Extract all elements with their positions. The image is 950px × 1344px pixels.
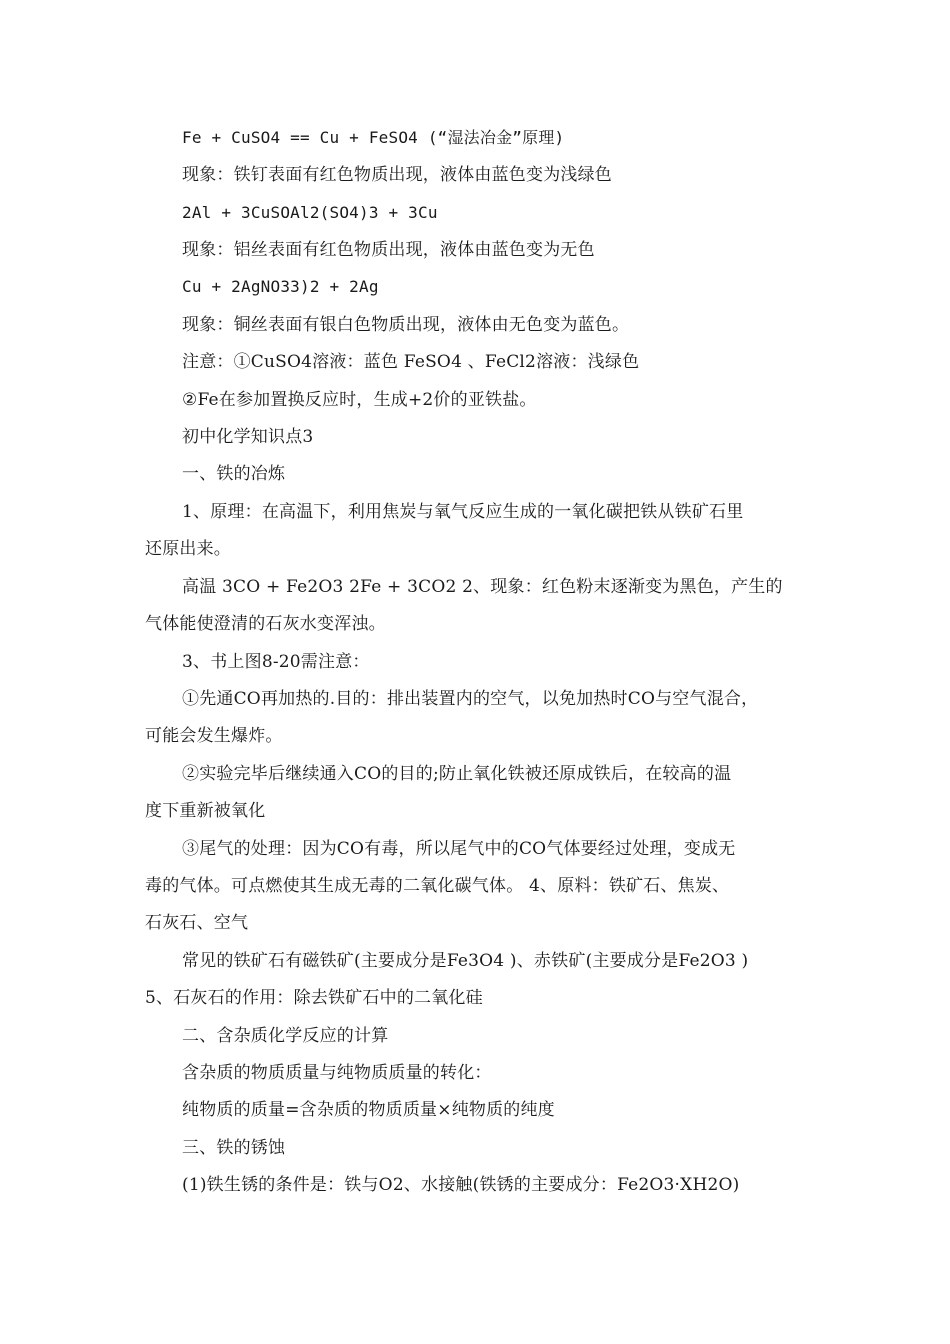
item-figure-note: 3、书上图8-20需注意： [182,652,370,672]
item-continue-co-line-2: 度下重新被氧化 [145,801,266,821]
item-raw-materials-line: 石灰石、空气 [145,913,249,933]
item-tail-gas-line-1: ③尾气的处理：因为CO有毒，所以尾气中的CO气体要经过处理，变成无 [182,839,736,859]
equation-line-aluminium: 2Al + 3CuSOAl2(SO4)3 + 3Cu [182,203,438,222]
equation-line-copper-silver-nitrate: Cu + 2AgNO33)2 + 2Ag [182,277,379,296]
item-co-first-line-1: ①先通CO再加热的.目的：排出装置内的空气，以免加热时CO与空气混合， [182,689,759,709]
item-co-first-line-2: 可能会发生爆炸。 [145,726,283,746]
note-line-solution-colors: 注意：①CuSO4溶液：蓝色 FeSO4 、FeCl2溶液：浅绿色 [182,352,640,372]
phenomenon-line-copper-wire: 现象：铜丝表面有银白色物质出现，液体由无色变为蓝色。 [182,315,630,335]
item-continue-co-line-1: ②实验完毕后继续通入CO的目的;防止氧化铁被还原成铁后，在较高的温 [182,764,732,784]
item-rust-conditions: (1)铁生锈的条件是：铁与O2、水接触(铁锈的主要成分：Fe2O3·XH2O) [182,1175,740,1195]
heading-impurity-calculation: 二、含杂质化学反应的计算 [182,1026,389,1046]
formula-pure-mass: 纯物质的质量=含杂质的物质质量×纯物质的纯度 [182,1100,555,1120]
phenomenon-line-iron-nail: 现象：铁钉表面有红色物质出现，液体由蓝色变为浅绿色 [182,165,612,185]
paragraph-principle-line-1: 1、原理：在高温下，利用焦炭与氧气反应生成的一氧化碳把铁从铁矿石里 [182,502,744,522]
section-heading-knowledge-point-3: 初中化学知识点3 [182,427,314,447]
item-tail-gas-line-2: 毒的气体。可点燃使其生成无毒的二氧化碳气体。 4、原料：铁矿石、焦炭、 [145,876,730,896]
item-limestone-role: 5、石灰石的作用：除去铁矿石中的二氧化硅 [145,988,483,1008]
note-line-ferrous-salt: ②Fe在参加置换反应时，生成+2价的亚铁盐。 [182,390,537,410]
equation-line-iron-copper-sulfate: Fe + CuSO4 == Cu + FeSO4 (“湿法冶金”原理) [182,128,565,147]
paragraph-mass-conversion: 含杂质的物质质量与纯物质质量的转化： [182,1063,492,1083]
heading-iron-rusting: 三、铁的锈蚀 [182,1138,286,1158]
paragraph-reaction-line-1: 高温 3CO + Fe2O3 2Fe + 3CO2 2、现象：红色粉末逐渐变为黑色，产生的 [182,577,783,597]
phenomenon-line-aluminium-wire: 现象：铝丝表面有红色物质出现，液体由蓝色变为无色 [182,240,595,260]
heading-iron-smelting: 一、铁的冶炼 [182,464,286,484]
paragraph-principle-line-2: 还原出来。 [145,539,231,559]
paragraph-iron-ores-line: 常见的铁矿石有磁铁矿(主要成分是Fe3O4 )、赤铁矿(主要成分是Fe2O3 ) [182,951,749,971]
paragraph-reaction-line-2: 气体能使澄清的石灰水变浑浊。 [145,614,386,634]
